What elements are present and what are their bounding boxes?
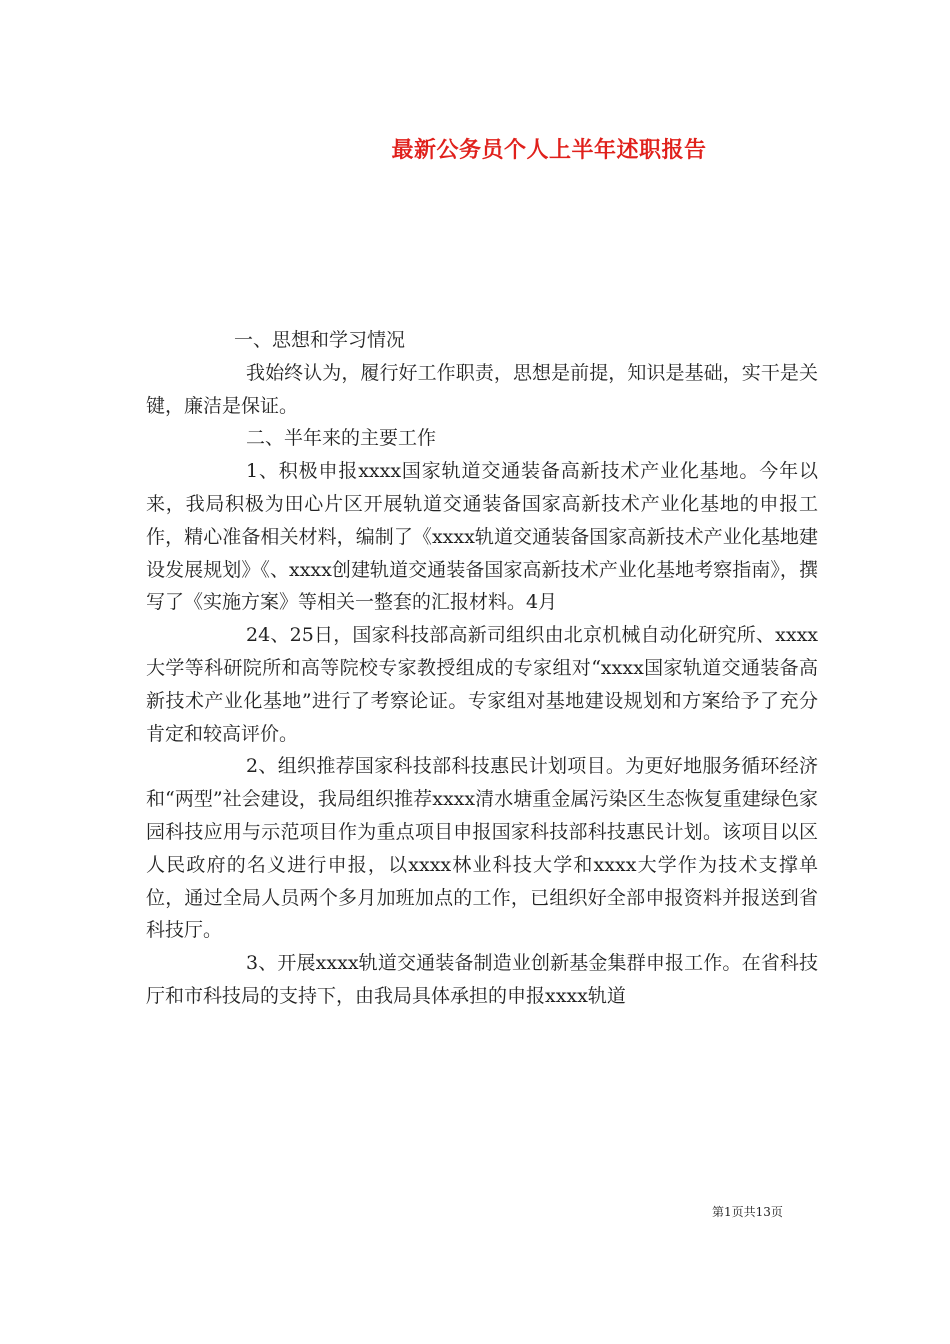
paragraph: 1、积极申报xxxx国家轨道交通装备高新技术产业化基地。今年以来，我局积极为田心片区开展轨道交通装备国家高新技术产业化基地的申报工作，精心准备相关材料，编制了《xxxx轨道交通装备国家高新技术产业化基地建设发展规划》《、xxxx创建轨道交通装备国家高新技术产业化基地考察指南》，撰写了《实施方案》等相关一整套的汇报材料。4月 [146, 460, 818, 614]
section-heading-2: 二、半年来的主要工作 [246, 427, 437, 450]
paragraph: 2、组织推荐国家科技部科技惠民计划项目。为更好地服务循环经济和“两型”社会建设，我局组织推荐xxxx清水塘重金属污染区生态恢复重建绿色家园科技应用与示范项目作为重点项目申报国家科技部科技惠民计划。该项目以区人民政府的名义进行申报，以xxxx林业科技大学和xxxx大学作为技术支撑单位，通过全局人员两个多月加班加点的工作，已组织好全部申报资料并报送到省科技厅。 [146, 755, 818, 942]
document-title: 最新公务员个人上半年述职报告 [391, 137, 707, 163]
paragraph: 我始终认为，履行好工作职责，思想是前提，知识是基础，实干是关键，廉洁是保证。 [146, 361, 818, 417]
section-heading-1: 一、思想和学习情况 [234, 329, 406, 351]
paragraph: 24、25日，国家科技部高新司组织由北京机械自动化研究所、xxxx大学等科研院所和高等院校专家教授组成的专家组对“xxxx国家轨道交通装备高新技术产业化基地”进行了考察论证。专家组对基地建设规划和方案给予了充分肯定和较高评价。 [146, 624, 818, 745]
document-body [146, 324, 818, 1013]
paragraph: 3、开展xxxx轨道交通装备制造业创新基金集群申报工作。在省科技厅和市科技局的支持下，由我局具体承担的申报xxxx轨道 [146, 952, 818, 1007]
page-number: 第1页共13页 [712, 1205, 783, 1219]
